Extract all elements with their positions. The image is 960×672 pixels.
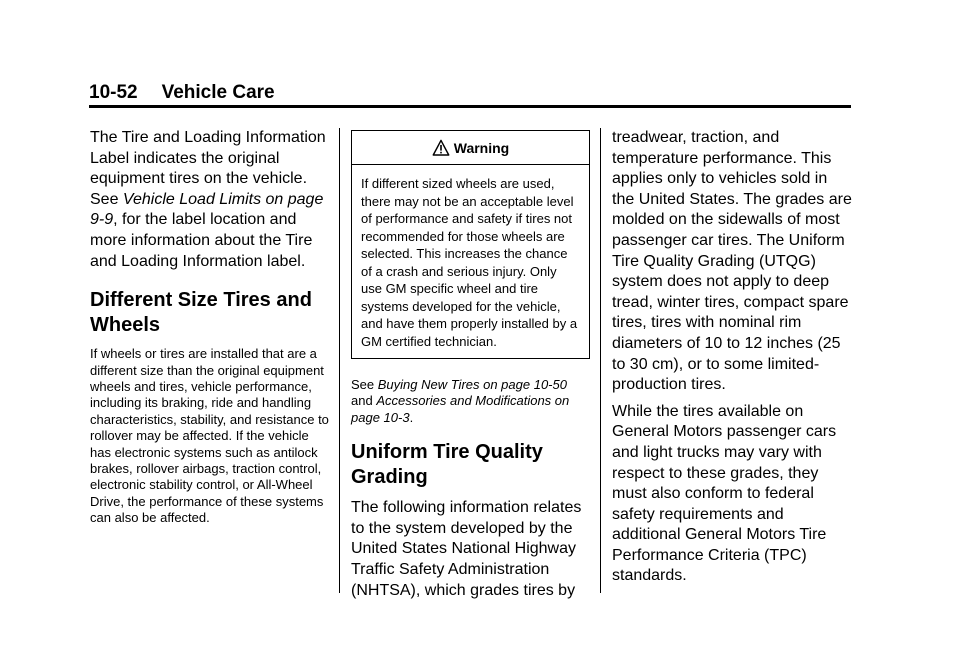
link-buying-new-tires[interactable]: Buying New Tires on page 10‑50 [377, 377, 567, 392]
heading-different-size-tires: Different Size Tires and Wheels [90, 289, 312, 337]
header-rule [89, 105, 851, 108]
column-divider-1 [339, 128, 340, 593]
page-header [89, 82, 851, 104]
see-and: and [351, 393, 377, 409]
see-suffix: . [409, 409, 414, 425]
intro-text-a: The Tire and Loading Information Label indicates the original equipment tires on the vehicle. See [90, 129, 326, 208]
link-vehicle-load-limits[interactable]: Vehicle Load Limits on page 9‑9 [90, 190, 324, 229]
heading-uniform-tire-quality: Uniform Tire Quality Grading [351, 441, 543, 489]
intro-paragraph [90, 128, 330, 272]
utqg-continued-paragraph: treadwear, traction, and temperature performance. This applies only to vehicles sold in the United States. The grades are molded on the sidewalls of most passenger car tires. The Uniform Tire Quality Grading (UTQG) system does not apply to deep tread, winter tires, compact spare tires, tires with nominal rim diameters of 10 to 12 inches (25 to 30 cm), or to some limited-production tires. [612, 129, 852, 394]
column-divider-2 [600, 128, 601, 593]
column-1 [90, 128, 330, 527]
link-accessories-modifications[interactable]: Accessories and Modifications on page 10‑3 [351, 393, 570, 425]
column-2 [351, 128, 591, 601]
see-prefix: See [351, 377, 378, 392]
column-3 [612, 128, 852, 587]
warning-title: Warning [453, 139, 510, 156]
warning-header [352, 131, 589, 165]
intro-text-b: , for the label location and more information about the Tire and Loading Information label. [90, 211, 313, 270]
page-number: 10-52 [89, 82, 138, 103]
section-title: Vehicle Care [161, 82, 275, 103]
warning-triangle-icon [432, 139, 450, 157]
gm-tpc-paragraph: While the tires available on General Motors passenger cars and light trucks may vary with respect to these grades, they must also conform to federal safety requirements and additional General Motors Tire Performance Criteria (TPC) standards. [612, 402, 837, 585]
warning-body [352, 165, 589, 358]
warning-box [351, 130, 590, 359]
warning-text: If different sized wheels are used, there may not be an acceptable level of performance and safety if tires not recommended for those wheels are selected. This increases the chance of a crash and serious injury. Only use GM specific wheel and tire systems developed for the vehicle, and have them properly installed by a GM certified technician. [361, 176, 578, 349]
utqg-paragraph: The following information relates to the system developed by the United States National Highway Traffic Safety Administration (NHTSA), which grades tires by [351, 499, 582, 599]
see-paragraph [351, 377, 591, 426]
different-size-paragraph: If wheels or tires are installed that are a different size than the original equipment wheels and tires, vehicle performance, including its braking, ride and handling characteristics, stability, and resistance to rollover may be affected. If the vehicle has electronic systems such as antilock brakes, rollover airbags, traction control, electronic stability control, or All-Wheel Drive, the performance of these systems can also be affected. [90, 346, 329, 526]
header-text [89, 82, 851, 104]
